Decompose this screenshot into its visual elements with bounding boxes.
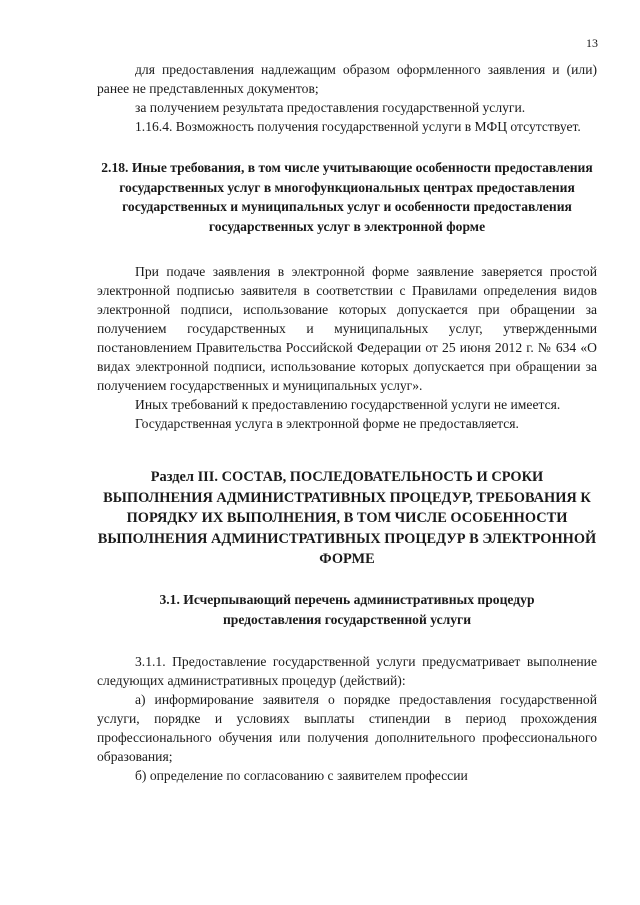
paragraph: 3.1.1. Предоставление государственной услуги предусматривает выполнение следующих административных процедур (действий): (97, 653, 597, 688)
subsection-heading-3-1: 3.1. Исчерпывающий перечень административных процедур предоставления государственной услуги (159, 591, 535, 627)
page-number: 13 (586, 36, 598, 50)
paragraph: Иных требований к предоставлению государственной услуги не имеется. (135, 397, 561, 412)
paragraph: 1.16.4. Возможность получения государственной услуги в МФЦ отсутствует. (135, 119, 581, 134)
paragraph: б) определение по согласованию с заявителем профессии (135, 767, 468, 783)
section-heading-2-18: 2.18. Иные требования, в том числе учитывающие особенности предоставления государственных услуг в многофункциональных центрах предоставления государственных и муниципальных услуг и особенности предоставления государственных услуг в электронной форме (101, 160, 593, 234)
section-heading-3: Раздел III. СОСТАВ, ПОСЛЕДОВАТЕЛЬНОСТЬ И СРОКИ ВЫПОЛНЕНИЯ АДМИНИСТРАТИВНЫХ ПРОЦЕДУР, ТРЕБОВАНИЯ К ПОРЯДКУ ИХ ВЫПОЛНЕНИЯ, В ТОМ ЧИСЛЕ ОСОБЕННОСТИ ВЫПОЛНЕНИЯ АДМИНИСТРАТИВНЫХ ПРОЦЕДУР В ЭЛЕКТРОННОЙ ФОРМЕ (97, 469, 597, 567)
paragraph: Государственная услуга в электронной форме не предоставляется. (135, 416, 519, 431)
paragraph: для предоставления надлежащим образом оформленного заявления и (или) ранее не представленных документов; (97, 62, 597, 96)
paragraph: При подаче заявления в электронной форме заявление заверяется простой электронной подписью заявителя в соответствии с Правилами определения видов электронной подписи, использование которых допускается при обращении за получением государственных и муниципальных услуг, утвержденными постановлением Правительства Российской Федерации от 25 июня 2012 г. № 634 «О видах электронной подписи, использование которых допускается при обращении за получением государственных и муниципальных услуг». (97, 264, 597, 393)
paragraph: а) информирование заявителя о порядке предоставления государственной услуги, порядке и условиях выплаты стипендии в период прохождения профессионального обучения или получения дополнительного профессионального образования; (97, 691, 597, 764)
page-content (97, 60, 597, 785)
paragraph: за получением результата предоставления государственной услуги. (135, 100, 526, 115)
